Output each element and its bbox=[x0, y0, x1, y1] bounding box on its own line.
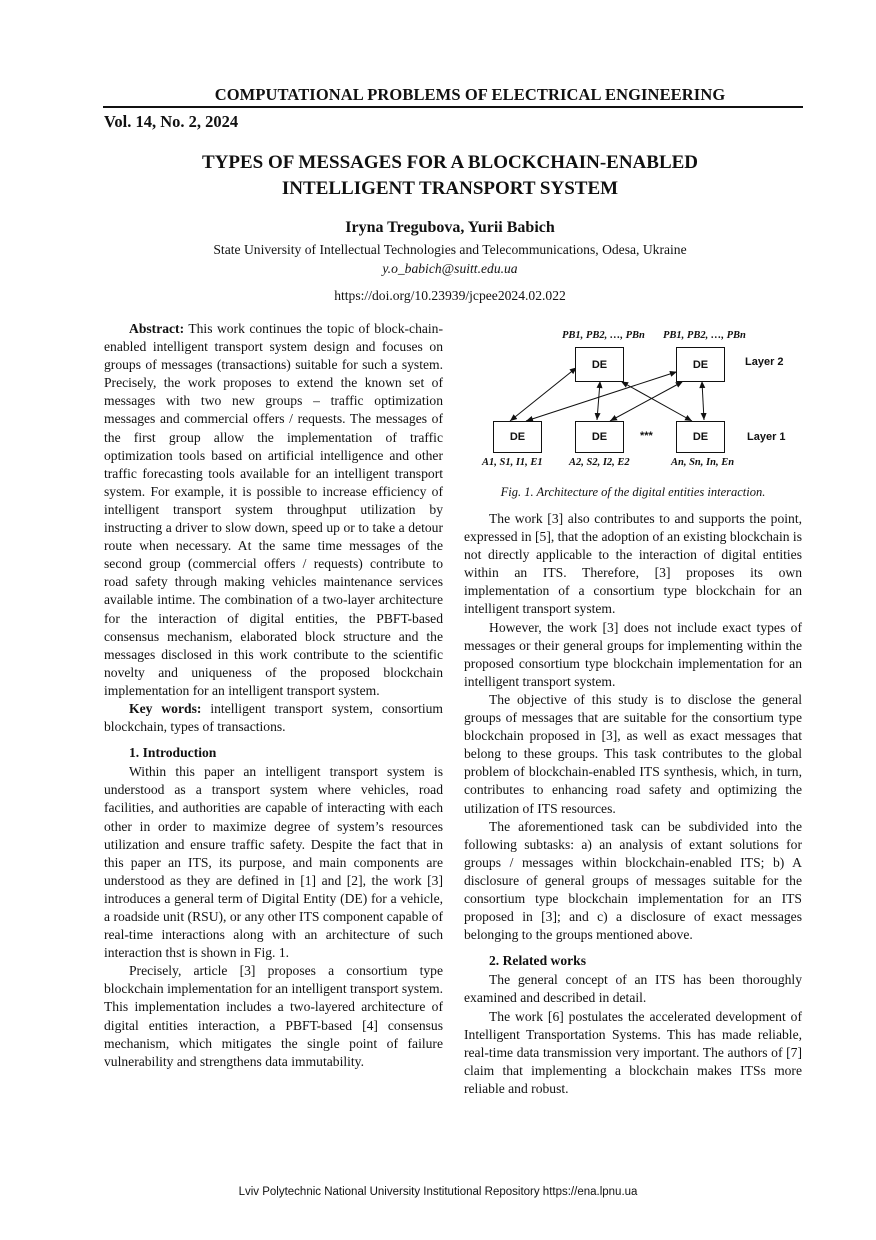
left-column bbox=[104, 320, 443, 1071]
title-line-2: INTELLIGENT TRANSPORT SYSTEM bbox=[281, 178, 619, 199]
figure-architecture bbox=[470, 330, 800, 475]
article-title bbox=[150, 150, 750, 202]
de-node-layer2-2: DE bbox=[676, 347, 725, 382]
figure-arrows bbox=[470, 330, 800, 475]
bottom-label-n: An, Sn, In, En bbox=[671, 457, 735, 468]
bottom-label-1: A1, S1, I1, E1 bbox=[482, 457, 543, 468]
paragraph: Within this paper an intelligent transport system is understood as a transport system where vehicles, road facilities, and authorities are capable of interacting with each other in order to maximize degree of system’s resources utilization and ensure traffic safety. Despite the fact that in this paper an ITS, its purpose, and main components are understood as they are defined in [1] and [2], the work [3] introduces a general term of Digital Entity (DE) for a vehicle, a roadside unit (RSU), or any other ITS component capable of real-time interactions along with an architecture of such interaction thst is shown in Fig. 1. bbox=[104, 764, 443, 961]
paragraph: The work [3] also contributes to and supports the point, expressed in [5], that the adoption of an existing blockchain is not directly applicable to the interaction of digital entities within an ITS. Therefore, [3] proposes its own implementation of a consortium type blockchain for an intelligent transport system. bbox=[464, 511, 802, 617]
paragraph: The aforementioned task can be subdivided into the following subtasks: a) an analysis of extant solutions for groups / messages within blockchain-enabled ITS; b) A disclosure of general groups of messages suitable for the consortium type blockchain implementation for an ITS proposed in [3]; and c) a disclosure of exact messages belonging to the groups mentioned above. bbox=[464, 818, 802, 943]
journal-name: COMPUTATIONAL PROBLEMS OF ELECTRICAL ENGINEERING bbox=[214, 85, 726, 104]
authors: Iryna Tregubova, Yurii Babich bbox=[345, 219, 555, 236]
affiliation: State University of Intellectual Technologies and Telecommunications, Odesa, Ukraine bbox=[213, 242, 687, 257]
volume-info: Vol. 14, No. 2, 2024 bbox=[104, 112, 239, 131]
abstract bbox=[104, 320, 443, 700]
paragraph: The objective of this study is to disclose the general groups of messages that are suitable for the consortium type blockchain proposed in [3], as well as exact messages that belong to these groups. This task contributes to the global problem of blockchain-enabled ITS synthesis, which, in turn, contributes to enhancing road safety and optimizing the utilization of ITS resources. bbox=[464, 691, 802, 816]
paragraph: However, the work [3] does not include exact types of messages or their general groups for implementing within the proposed consortium type blockchain implementation for an intelligent transport system. bbox=[464, 619, 802, 689]
layer1-label: Layer 1 bbox=[747, 431, 786, 443]
doi-link[interactable]: https://doi.org/10.23939/jcpee2024.02.022 bbox=[334, 288, 566, 303]
paragraph: The general concept of an ITS has been thoroughly examined and described in detail. bbox=[464, 972, 802, 1006]
abstract-text: This work continues the topic of block-chain-enabled intelligent transport system design and focuses on groups of messages (transactions) suitable for such a system. Precisely, the work proposes to extend the known set of messages with two new groups – traffic optimization messages and commercial offers / requests. The messages of the first group allow the implementation of traffic optimization tools based on artificial intelligence and other traffic forecasting tools available for an intelligent transport system. For example, it is possible to increase efficiency of intelligent transport system throughput utilization by instructing a driver to slow down, speed up or to take a detour route when necessary. At the same time messages of the second group (commercial offers / requests) contribute to road safety through making vehicles maintenance services available intime. The combination of a two-layer architecture for the interaction of digital entities, the PBFT-based consensus mechanism, elaborated block structure and the messages disclosed in this work contribute to the scientific novelty and uniqueness of the proposed blockchain implementation for an intelligent transport system. bbox=[104, 321, 443, 698]
keywords-label: Key words: bbox=[129, 700, 202, 716]
ellipsis: *** bbox=[640, 430, 653, 442]
repository-footer: Lviv Polytechnic National University Institutional Repository https://ena.lpnu.ua bbox=[238, 1186, 638, 1198]
keywords-text: intelligent transport system, consortium blockchain, types of transactions. bbox=[104, 700, 443, 735]
header-rule bbox=[103, 106, 803, 108]
section-heading-related-works: 2. Related works bbox=[489, 953, 587, 969]
section-heading-introduction: 1. Introduction bbox=[129, 745, 217, 761]
email-link[interactable]: y.o_babich@suitt.edu.ua bbox=[382, 261, 518, 276]
de-node-layer2-1: DE bbox=[575, 347, 624, 382]
figure-caption: Fig. 1. Architecture of the digital entities interaction. bbox=[500, 485, 766, 499]
top-label-left: PB1, PB2, …, PBn bbox=[562, 330, 645, 341]
de-node-layer1-2: DE bbox=[575, 421, 624, 453]
bottom-label-2: A2, S2, I2, E2 bbox=[569, 457, 630, 468]
right-column bbox=[464, 510, 802, 1098]
de-node-layer1-n: DE bbox=[676, 421, 725, 453]
title-line-1: TYPES OF MESSAGES FOR A BLOCKCHAIN-ENABLED bbox=[201, 152, 699, 173]
de-node-layer1-1: DE bbox=[493, 421, 542, 453]
top-label-right: PB1, PB2, …, PBn bbox=[663, 330, 746, 341]
abstract-label: Abstract: bbox=[129, 321, 185, 336]
layer2-label: Layer 2 bbox=[745, 356, 784, 368]
paragraph: The work [6] postulates the accelerated development of Intelligent Transportation Systems. This has made reliable, real-time data transmission very important. The authors of [7] claim that implementing a blockchain makes ITSs more reliable and robust. bbox=[464, 1008, 802, 1096]
keywords bbox=[104, 700, 443, 736]
paragraph: Precisely, article [3] proposes a consortium type blockchain implementation for an intelligent transport system. This implementation includes a two-layered architecture of digital entities interaction, a PBFT-based [4] consensus mechanism, which mitigates the single point of failure vulnerability and strengthens data immutability. bbox=[104, 963, 443, 1069]
